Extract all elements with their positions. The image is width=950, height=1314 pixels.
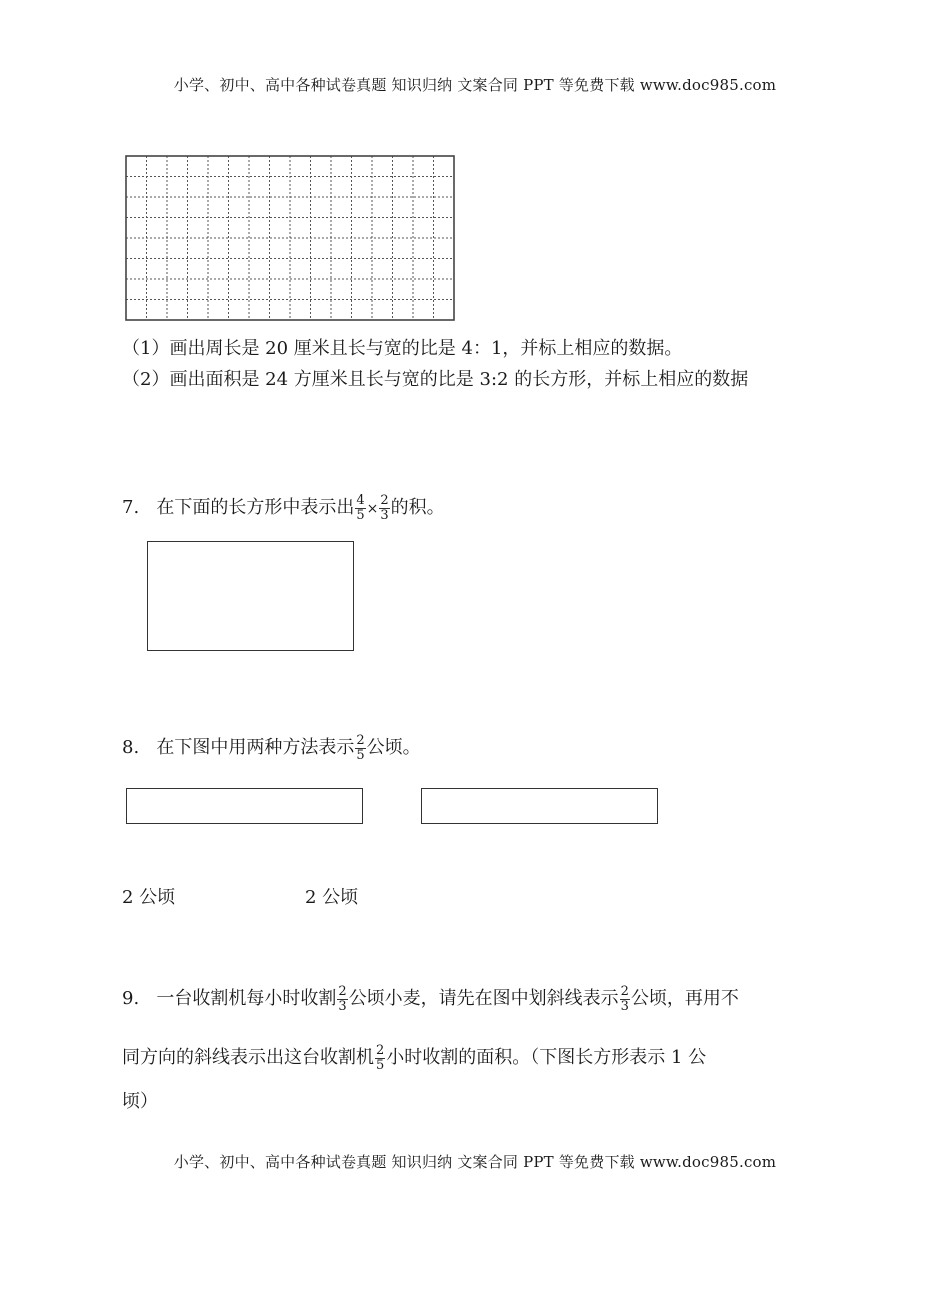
q8-label-left: 2 公顷 <box>122 887 176 908</box>
q8-suffix: 公顷。 <box>366 737 421 758</box>
q7-prefix: 在下面的长方形中表示出 <box>156 497 355 518</box>
q7-question <box>122 493 445 523</box>
q9-line-1 <box>122 984 739 1014</box>
q9-text-1: 一台收割机每小时收割 <box>156 988 337 1009</box>
q8-prefix: 在下图中用两种方法表示 <box>156 737 355 758</box>
dotted-grid <box>125 155 455 321</box>
q7-number: 7. <box>122 497 140 518</box>
q8-rectangle-right <box>421 788 658 824</box>
q7-fraction-1: $\frac{4}{5}$ <box>356 492 365 523</box>
q8-rectangle-left <box>126 788 363 824</box>
q9-text-2: 公顷小麦，请先在图中划斜线表示 <box>348 988 619 1009</box>
q7-times: × <box>366 501 379 517</box>
q9-line-3: 顷） <box>122 1091 158 1112</box>
q9-fraction-3: $\frac{2}{5}$ <box>376 1042 385 1073</box>
q9-number: 9. <box>122 988 140 1009</box>
page-header: 小学、初中、高中各种试卷真题 知识归纳 文案合同 PPT 等免费下载 www.doc985.com <box>173 76 777 94</box>
q9-fraction-2: $\frac{2}{3}$ <box>620 983 629 1014</box>
q6-part1: （1）画出周长是 20 厘米且长与宽的比是 4：1，并标上相应的数据。 <box>122 338 683 359</box>
q8-question <box>122 733 421 763</box>
q9-line-2 <box>122 1043 706 1073</box>
q9-fraction-1: $\frac{2}{3}$ <box>338 983 347 1014</box>
q9-text-4: 同方向的斜线表示出这台收割机 <box>122 1047 374 1068</box>
q7-suffix: 的积。 <box>390 497 445 518</box>
q8-fraction: $\frac{2}{5}$ <box>356 732 365 763</box>
q6-part2: （2）画出面积是 24 方厘米且长与宽的比是 3:2 的长方形，并标上相应的数据 <box>122 369 749 390</box>
q8-label-right: 2 公顷 <box>305 887 359 908</box>
q9-text-3: 公顷，再用不 <box>630 988 739 1009</box>
q7-rectangle <box>147 541 354 651</box>
q9-text-5: 小时收割的面积。（下图长方形表示 1 公 <box>386 1047 707 1068</box>
q8-number: 8. <box>122 737 140 758</box>
page-footer: 小学、初中、高中各种试卷真题 知识归纳 文案合同 PPT 等免费下载 www.doc985.com <box>173 1153 777 1171</box>
q7-fraction-2: $\frac{2}{3}$ <box>380 492 389 523</box>
